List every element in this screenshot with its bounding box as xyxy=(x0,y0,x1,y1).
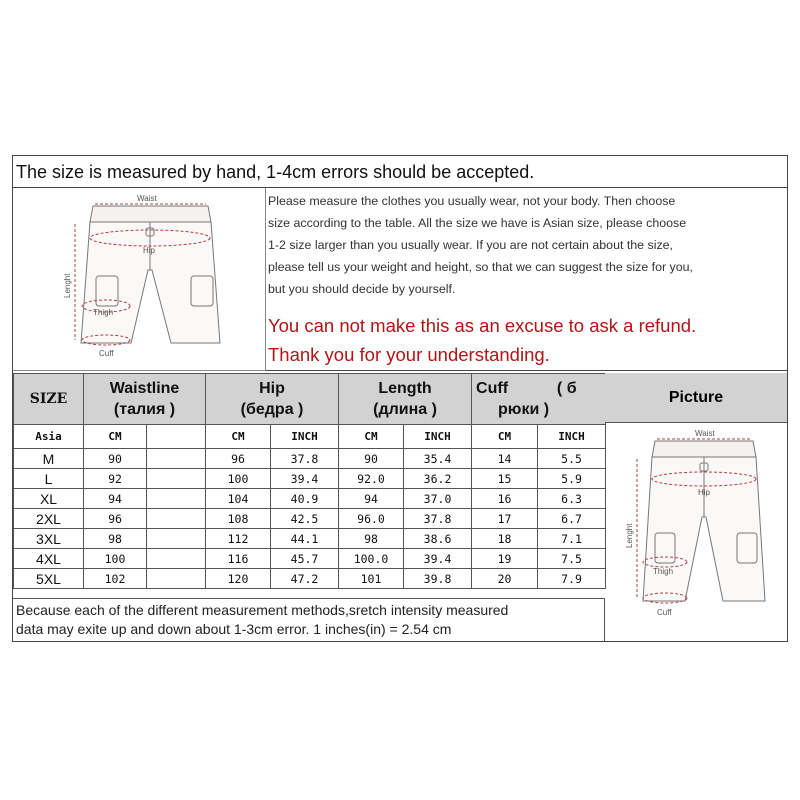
size-chart xyxy=(12,155,788,642)
table-cell: 35.4 xyxy=(404,449,472,469)
table-row xyxy=(14,449,606,469)
table-subheader-row xyxy=(14,425,606,449)
instruction-line: 1-2 size larger than you usually wear. If you are not certain about the size, xyxy=(268,238,673,252)
shorts-diagram-side xyxy=(605,423,787,641)
table-cell: 47.2 xyxy=(271,569,339,589)
table-cell xyxy=(147,449,206,469)
shorts-picture-icon xyxy=(605,423,787,641)
table-cell: 17 xyxy=(472,509,538,529)
cuff-label: Cuff xyxy=(657,608,672,617)
table-cell: 42.5 xyxy=(271,509,339,529)
cuff-header: Cuff ( б рюки ) xyxy=(472,374,606,425)
table-cell: 112 xyxy=(206,529,271,549)
waist-label: Waist xyxy=(695,429,715,438)
table-cell: 108 xyxy=(206,509,271,529)
thigh-label: Thigh xyxy=(653,567,674,576)
size-cell: 3XL xyxy=(14,529,84,549)
instruction-line: size according to the table. All the size we have is Asian size, please choose xyxy=(268,216,687,230)
table-cell: 16 xyxy=(472,489,538,509)
table-row xyxy=(14,549,606,569)
size-header: SIZE xyxy=(14,374,84,425)
table-cell xyxy=(147,469,206,489)
thanks-notice: Thank you for your understanding. xyxy=(268,344,550,365)
subheader-cell: CM xyxy=(84,425,147,449)
thigh-label: Thigh xyxy=(93,308,114,317)
measurement-instructions xyxy=(266,188,787,371)
table-row xyxy=(14,489,606,509)
table-cell xyxy=(147,509,206,529)
table-cell: 94 xyxy=(84,489,147,509)
subheader-cell: INCH xyxy=(538,425,606,449)
refund-notice: You can not make this as an excuse to ask a refund. xyxy=(268,315,697,336)
table-cell: 15 xyxy=(472,469,538,489)
table-cell: 37.8 xyxy=(404,509,472,529)
footnote-line: data may exite up and down about 1-3cm error. 1 inches(in) = 2.54 cm xyxy=(16,621,452,637)
subheader-cell: CM xyxy=(206,425,271,449)
table-cell: 100.0 xyxy=(339,549,404,569)
table-cell: 90 xyxy=(339,449,404,469)
length-label: Lenght xyxy=(63,273,72,298)
table-cell: 7.1 xyxy=(538,529,606,549)
table-row xyxy=(14,469,606,489)
waist-label: Waist xyxy=(137,194,157,203)
length-header: Length (длина ) xyxy=(339,374,472,425)
table-cell: 37.8 xyxy=(271,449,339,469)
table-cell: 96 xyxy=(84,509,147,529)
table-cell: 6.7 xyxy=(538,509,606,529)
hip-header: Hip (бедра ) xyxy=(206,374,339,425)
subheader-cell: CM xyxy=(339,425,404,449)
table-cell: 92 xyxy=(84,469,147,489)
size-table xyxy=(13,373,606,589)
size-cell: XL xyxy=(14,489,84,509)
table-cell: 5.9 xyxy=(538,469,606,489)
table-cell: 92.0 xyxy=(339,469,404,489)
table-cell: 18 xyxy=(472,529,538,549)
table-cell: 96.0 xyxy=(339,509,404,529)
table-cell: 102 xyxy=(84,569,147,589)
table-cell: 14 xyxy=(472,449,538,469)
table-cell xyxy=(147,549,206,569)
subheader-cell: Asia xyxy=(14,425,84,449)
table-cell: 6.3 xyxy=(538,489,606,509)
table-cell: 36.2 xyxy=(404,469,472,489)
picture-header: Picture xyxy=(605,373,787,423)
table-cell: 20 xyxy=(472,569,538,589)
table-cell: 94 xyxy=(339,489,404,509)
size-cell: 5XL xyxy=(14,569,84,589)
table-row xyxy=(14,529,606,549)
table-cell: 39.4 xyxy=(271,469,339,489)
table-cell xyxy=(147,489,206,509)
table-cell: 37.0 xyxy=(404,489,472,509)
table-cell: 96 xyxy=(206,449,271,469)
cuff-label: Cuff xyxy=(99,349,114,358)
table-row xyxy=(14,509,606,529)
size-cell: L xyxy=(14,469,84,489)
table-cell: 5.5 xyxy=(538,449,606,469)
table-cell: 120 xyxy=(206,569,271,589)
table-header-row xyxy=(14,374,606,425)
size-cell: 4XL xyxy=(14,549,84,569)
table-cell: 39.8 xyxy=(404,569,472,589)
table-cell: 100 xyxy=(206,469,271,489)
table-cell: 98 xyxy=(84,529,147,549)
hip-label: Hip xyxy=(698,488,711,497)
measurement-disclaimer: The size is measured by hand, 1-4cm errors should be accepted. xyxy=(13,156,787,188)
instruction-line: please tell us your weight and height, so that we can suggest the size for you, xyxy=(268,260,693,274)
length-label: Lenght xyxy=(625,523,634,548)
table-row xyxy=(14,569,606,589)
measurement-footnote xyxy=(13,598,605,641)
subheader-cell: INCH xyxy=(271,425,339,449)
table-cell: 7.5 xyxy=(538,549,606,569)
table-cell: 7.9 xyxy=(538,569,606,589)
table-cell: 45.7 xyxy=(271,549,339,569)
table-cell: 40.9 xyxy=(271,489,339,509)
table-cell: 90 xyxy=(84,449,147,469)
subheader-cell: INCH xyxy=(404,425,472,449)
subheader-cell: CM xyxy=(472,425,538,449)
table-cell: 39.4 xyxy=(404,549,472,569)
table-cell: 38.6 xyxy=(404,529,472,549)
table-cell xyxy=(147,569,206,589)
table-cell: 44.1 xyxy=(271,529,339,549)
instruction-line: Please measure the clothes you usually wear, not your body. Then choose xyxy=(268,194,676,208)
waistline-header: Waistline (талия ) xyxy=(84,374,206,425)
table-cell: 100 xyxy=(84,549,147,569)
size-cell: M xyxy=(14,449,84,469)
hip-label: Hip xyxy=(143,246,156,255)
shorts-diagram-icon xyxy=(13,188,266,371)
subheader-cell xyxy=(147,425,206,449)
table-cell: 19 xyxy=(472,549,538,569)
table-cell: 98 xyxy=(339,529,404,549)
size-cell: 2XL xyxy=(14,509,84,529)
shorts-diagram-top xyxy=(13,188,266,371)
instruction-line: but you should decide by yourself. xyxy=(268,282,456,296)
table-cell: 101 xyxy=(339,569,404,589)
table-cell xyxy=(147,529,206,549)
table-cell: 104 xyxy=(206,489,271,509)
table-cell: 116 xyxy=(206,549,271,569)
footnote-line: Because each of the different measurement methods,sretch intensity measured xyxy=(16,602,509,618)
